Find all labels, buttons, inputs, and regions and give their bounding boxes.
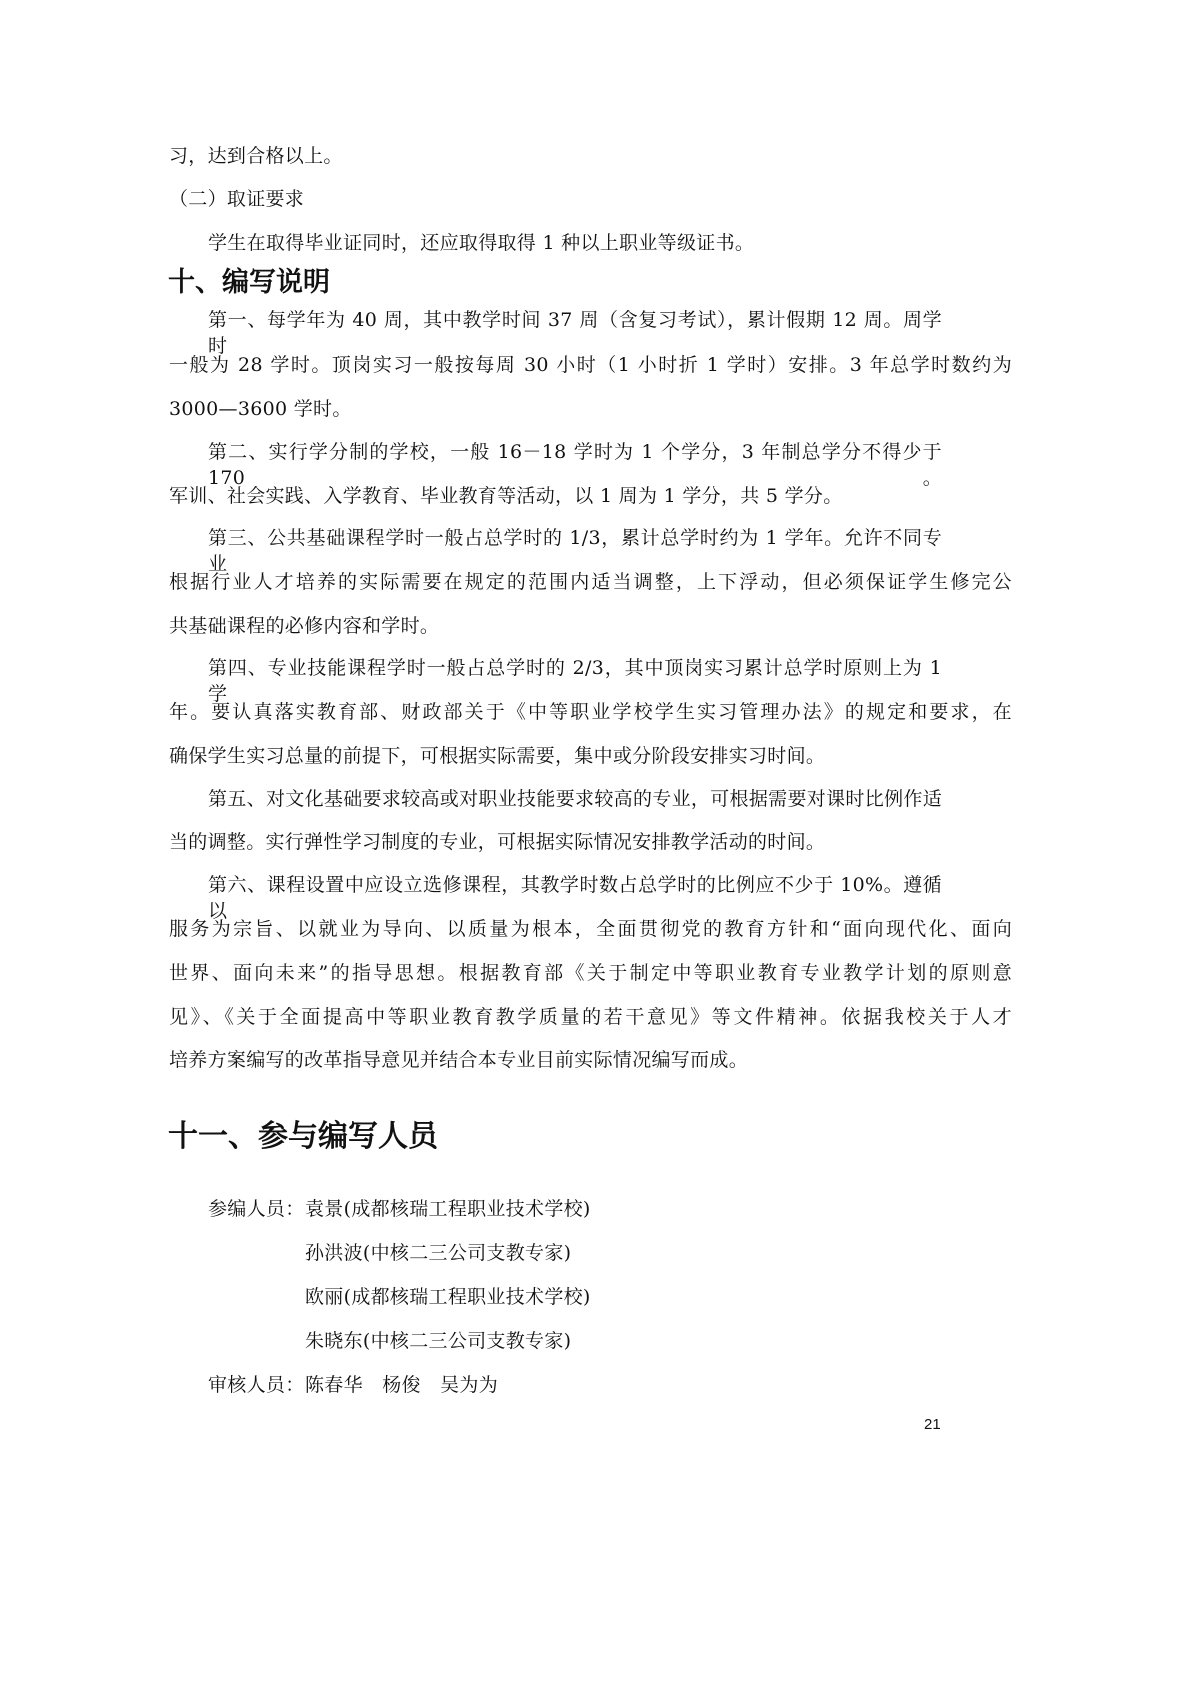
editor-entry: 朱晓东(中核二三公司支教专家) bbox=[305, 1330, 572, 1352]
editor-entry: 欧丽(成都核瑞工程职业技术学校) bbox=[305, 1286, 591, 1308]
body-line: 第五、对文化基础要求较高或对职业技能要求较高的专业，可根据需要对课时比例作适 bbox=[208, 788, 942, 810]
body-line: 确保学生实习总量的前提下，可根据实际需要，集中或分阶段安排实习时间。 bbox=[169, 745, 826, 767]
body-line: 世界、面向未来”的指导思想。根据教育部《关于制定中等职业教育专业教学计划的原则意 bbox=[169, 962, 1012, 984]
body-line: 第一、每学年为 40 周，其中教学时间 37 周（含复习考试），累计假期 12 周。周学时 bbox=[208, 309, 942, 357]
continued-paragraph-line: 习，达到合格以上。 bbox=[169, 145, 343, 167]
reviewers-label: 审核人员： bbox=[208, 1374, 305, 1396]
body-line: 见》、《关于全面提高中等职业教育教学质量的若干意见》等文件精神。依据我校关于人才 bbox=[169, 1006, 1012, 1028]
cert-text: 学生在取得毕业证同时，还应取得取得 1 种以上职业等级证书。 bbox=[208, 232, 755, 254]
body-line: 第二、实行学分制的学校，一般 16－18 学时为 1 个学分，3 年制总学分不得少于 170。 bbox=[208, 441, 942, 489]
editors-label: 参编人员： bbox=[208, 1198, 305, 1220]
cert-heading: （二）取证要求 bbox=[169, 188, 305, 210]
reviewers-names: 陈春华 杨俊 吴为为 bbox=[305, 1374, 499, 1396]
body-line: 培养方案编写的改革指导意见并结合本专业目前实际情况编写而成。 bbox=[169, 1049, 749, 1071]
body-line: 共基础课程的必修内容和学时。 bbox=[169, 615, 440, 637]
editor-entry: 袁景(成都核瑞工程职业技术学校) bbox=[305, 1198, 591, 1220]
body-line: 服务为宗旨、以就业为导向、以质量为根本，全面贯彻党的教育方针和“面向现代化、面向 bbox=[169, 918, 1012, 940]
section-10-heading: 十、编写说明 bbox=[168, 267, 330, 298]
body-line: 3000—3600 学时。 bbox=[169, 398, 352, 420]
editor-entry: 孙洪波(中核二三公司支教专家) bbox=[305, 1242, 572, 1264]
page-number: 21 bbox=[924, 1416, 941, 1433]
body-line: 第六、课程设置中应设立选修课程，其教学时数占总学时的比例应不少于 10%。遵循以 bbox=[208, 874, 942, 922]
body-line: 年。要认真落实教育部、财政部关于《中等职业学校学生实习管理办法》的规定和要求，在 bbox=[169, 701, 1012, 723]
body-line: 军训、社会实践、入学教育、毕业教育等活动，以 1 周为 1 学分，共 5 学分。 bbox=[169, 485, 843, 507]
section-11-heading: 十一、参与编写人员 bbox=[168, 1119, 438, 1154]
body-line: 根据行业人才培养的实际需要在规定的范围内适当调整，上下浮动，但必须保证学生修完公 bbox=[169, 571, 1012, 593]
body-line: 第四、专业技能课程学时一般占总学时的 2/3，其中顶岗实习累计总学时原则上为 1 学 bbox=[208, 657, 942, 705]
body-line: 当的调整。实行弹性学习制度的专业，可根据实际情况安排教学活动的时间。 bbox=[169, 831, 826, 853]
body-line: 一般为 28 学时。顶岗实习一般按每周 30 小时（1 小时折 1 学时）安排。3 年总学时数约为 bbox=[169, 354, 1012, 376]
body-line: 第三、公共基础课程学时一般占总学时的 1/3，累计总学时约为 1 学年。允许不同专业 bbox=[208, 527, 942, 575]
